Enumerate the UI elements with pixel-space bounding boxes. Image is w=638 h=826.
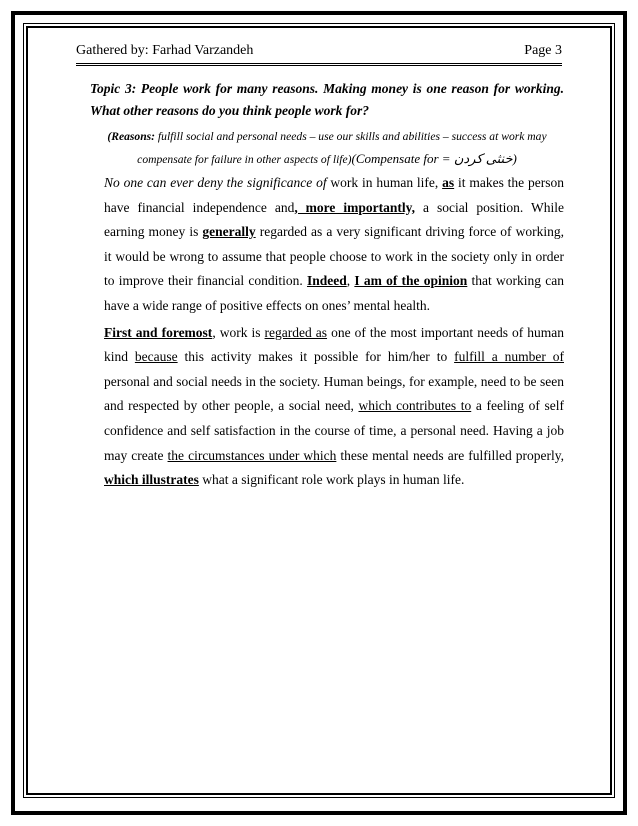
p2-s1: First and foremost — [104, 324, 213, 340]
paragraph-2 — [90, 321, 564, 493]
p2-s13: which illustrates — [104, 472, 199, 488]
page-border-bottom — [11, 811, 627, 815]
p1-s7: generally — [202, 224, 256, 240]
p2-s2: , work is — [212, 324, 265, 340]
p2-s6: this activity makes it possible for him/her to — [177, 349, 455, 365]
p2-s8: personal and social needs in the society. Human beings, for example, need to be seen and respected by other people, a social need, — [104, 373, 564, 414]
page-border-right — [623, 11, 627, 815]
p1-s8: regarded as a very significant driving force of working, it would be wrong to assume that people choose to work in the society only in order to improve their financial condition. — [104, 224, 564, 289]
p2-s7: fulfill a number of — [454, 349, 564, 365]
p2-s5: because — [134, 349, 178, 365]
p1-s2: work in human life, — [326, 175, 443, 190]
p2-s11: the circumstances under which — [167, 447, 337, 463]
page-content — [90, 78, 564, 493]
p2-s4: one of the most important needs of human kind — [104, 324, 565, 365]
p2-s12: these mental needs are fulfilled properly, — [336, 447, 564, 463]
header-author: Gathered by: Farhad Varzandeh — [76, 43, 254, 58]
p1-s5: , more importantly, — [294, 199, 416, 215]
p1-s10: , — [346, 273, 355, 289]
p1-s11: I am of the opinion — [354, 273, 468, 289]
reasons-label: (Reasons: — [107, 130, 156, 143]
p1-s6: a social position. While earning money is — [104, 199, 564, 240]
page-border-left — [11, 11, 15, 815]
p1-s12: that working can have a wide range of positive effects on ones’ mental health. — [104, 273, 564, 313]
page-header — [76, 41, 562, 66]
topic-heading: Topic 3: People work for many reasons. Making money is one reason for working. What other reasons do you think people work for? — [90, 81, 564, 118]
p2-s3: regarded as — [264, 324, 328, 340]
compensate-label: (Compensate for = — [351, 151, 454, 166]
header-page-number: Page 3 — [524, 43, 562, 58]
p2-s10: a feeling of self confidence and self satisfaction in the course of time, a personal need. Having a job may create — [104, 398, 564, 463]
page-border-top — [11, 11, 627, 15]
p1-s9: Indeed — [306, 273, 347, 289]
paragraph-1 — [90, 171, 564, 319]
p2-s14: what a significant role work plays in human life. — [198, 472, 465, 488]
p1-s4: it makes the person have financial independence and — [104, 175, 564, 215]
compensate-close: ) — [512, 151, 517, 166]
persian-translation: خنثی کردن — [453, 151, 513, 166]
p2-s9: which contributes to — [358, 398, 472, 414]
p1-s1: No one can ever deny the significance of — [104, 175, 327, 190]
p1-s3: as — [442, 175, 455, 190]
reasons-text: fulfill social and personal needs – use our skills and abilities – success at work may compensate for failure in other aspects of life) — [137, 130, 547, 166]
reasons-note — [90, 126, 564, 171]
